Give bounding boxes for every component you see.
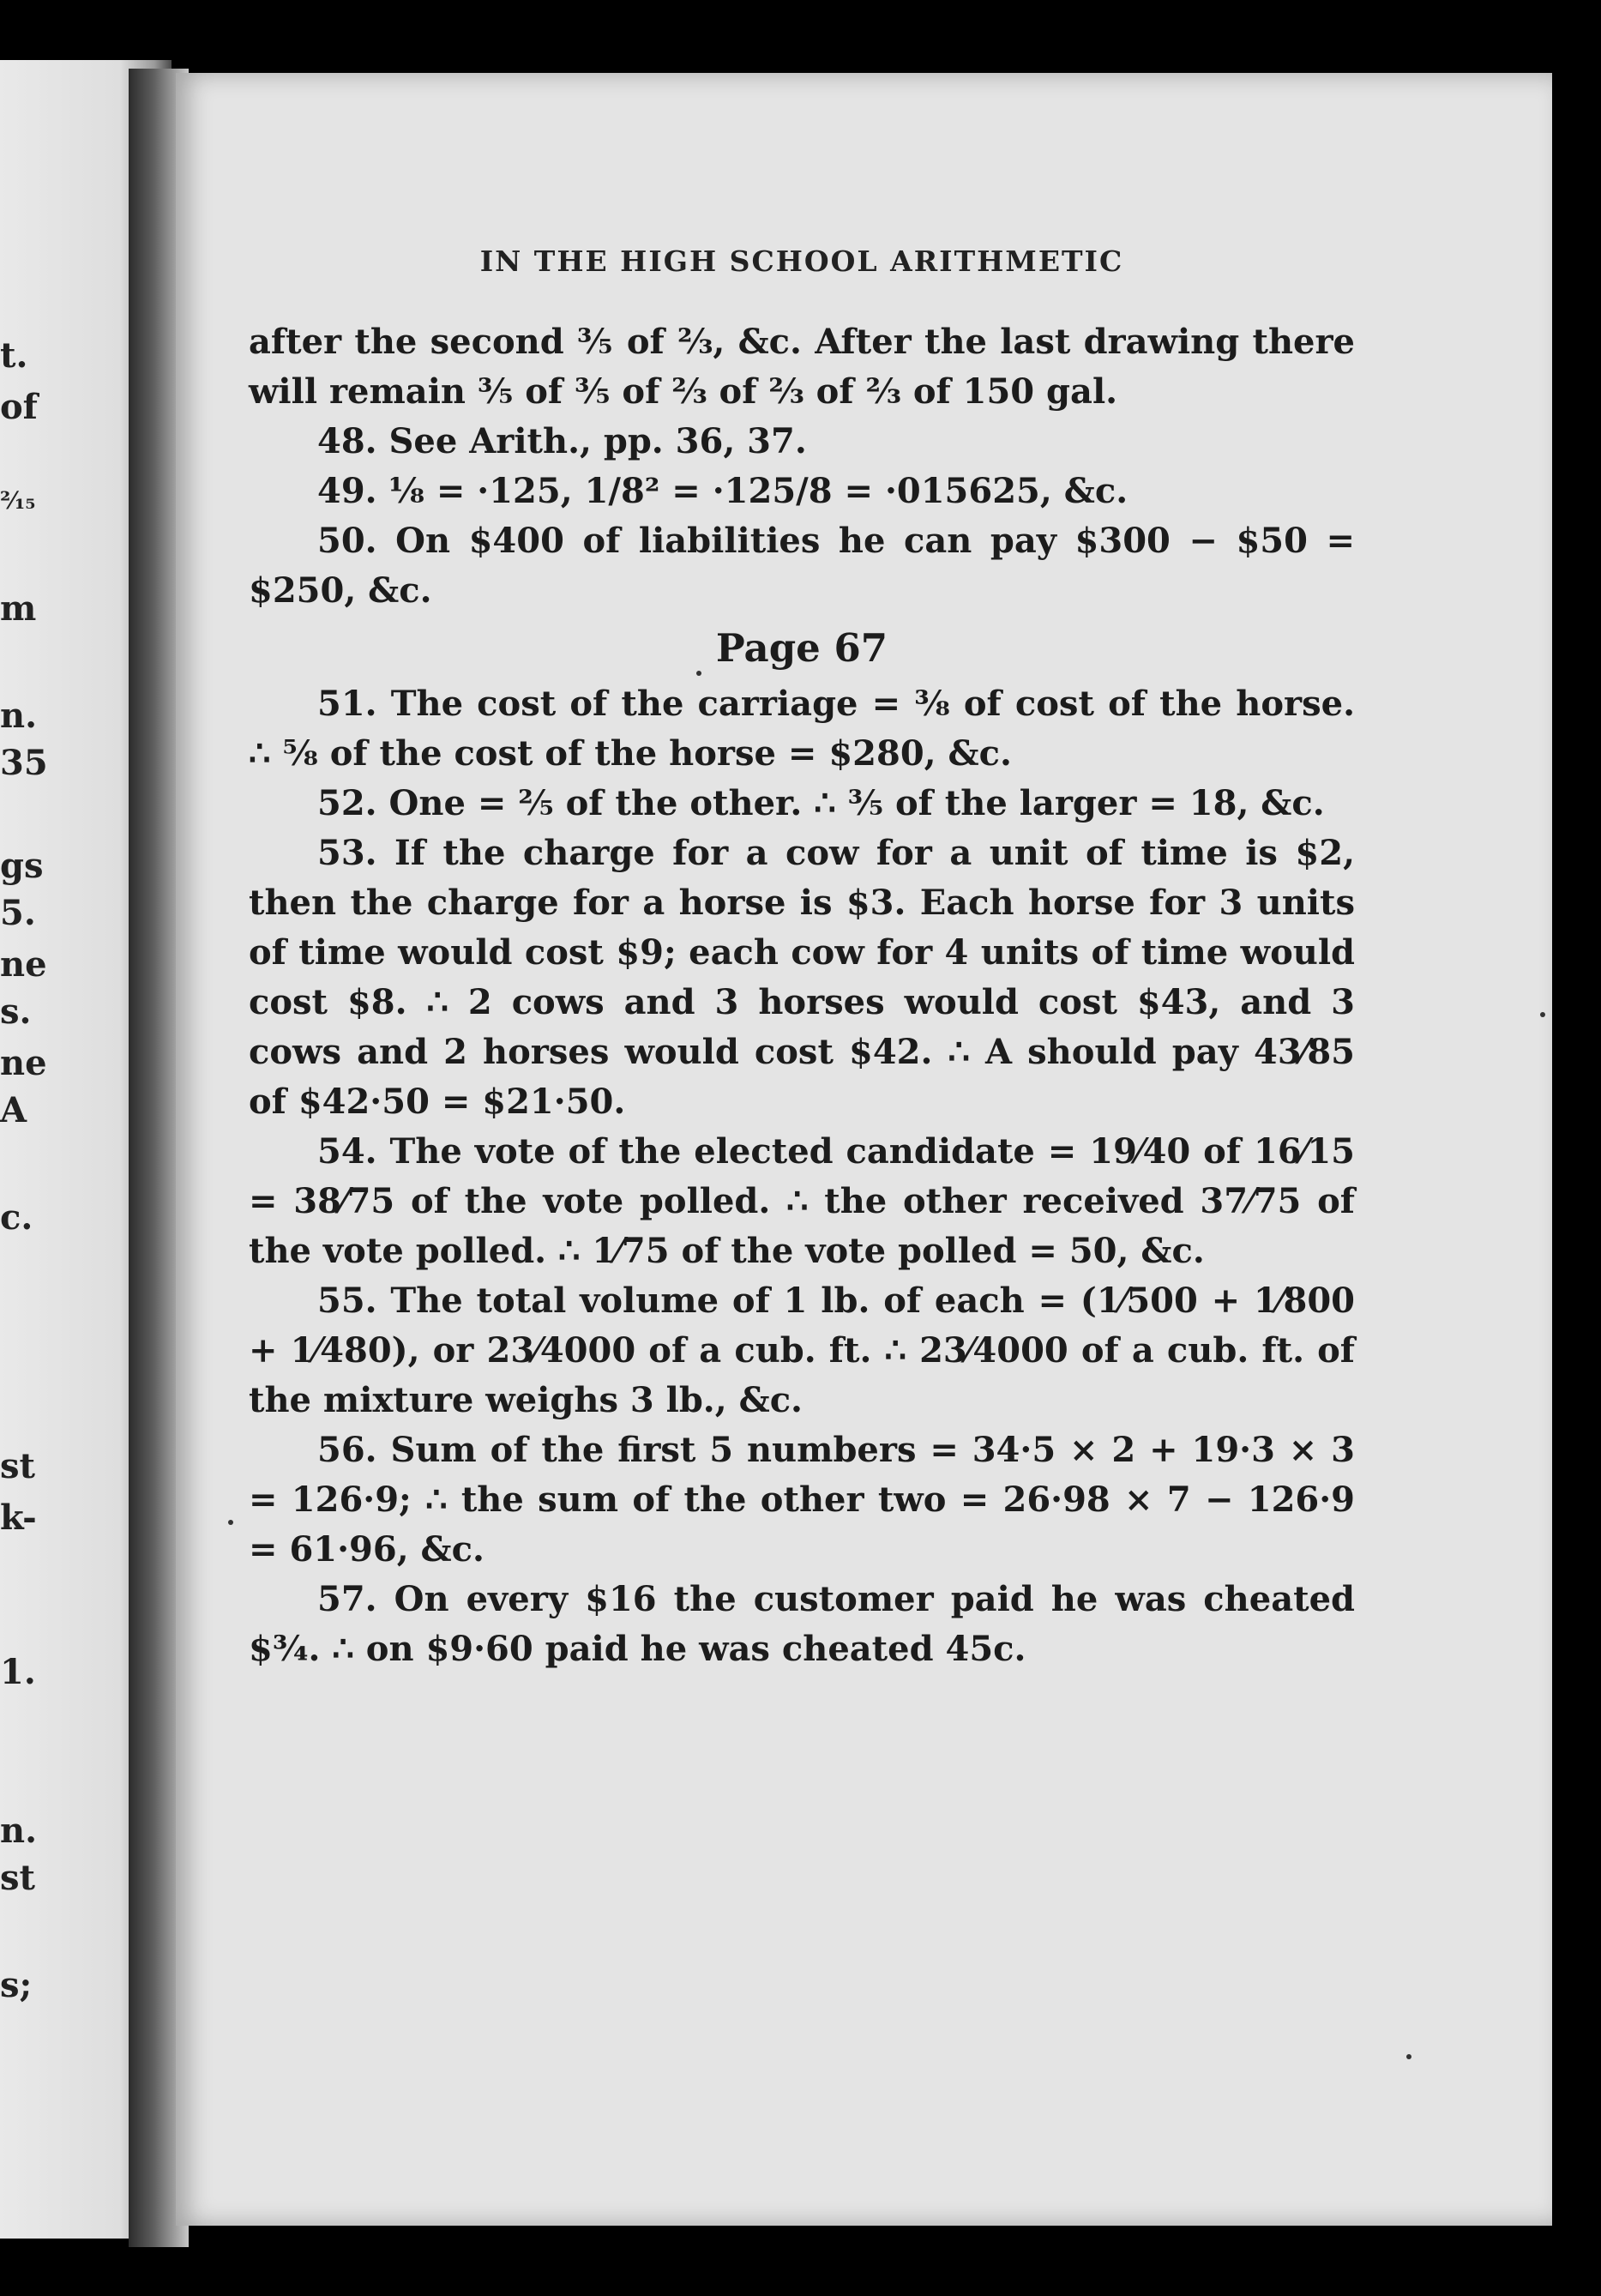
- left-fragment: gs: [0, 846, 44, 886]
- paper-speck: [696, 671, 701, 676]
- left-fragment: k-: [0, 1498, 37, 1538]
- paper-speck: [1540, 1012, 1545, 1017]
- left-fragment: ne: [0, 1043, 47, 1083]
- paragraph-item-55: 55. The total volume of 1 lb. of each = (1⁄500 + 1⁄800 + 1⁄480), or 23⁄4000 of a cub. ft. ∴ 23⁄4000 of a cub. ft. of the mixture weighs 3 lb., &c.: [249, 1281, 1355, 1420]
- left-fragment: n.: [0, 696, 38, 736]
- left-fragment: st: [0, 1858, 35, 1898]
- page-text-block: [249, 317, 1355, 1674]
- left-fragment: A: [0, 1090, 27, 1130]
- left-fragment: 5.: [0, 893, 36, 933]
- left-fragment: ²⁄₁₅: [0, 486, 36, 515]
- paragraph-item-48: 48. See Arith., pp. 36, 37.: [317, 421, 807, 461]
- running-head: IN THE HIGH SCHOOL ARITHMETIC: [479, 244, 1124, 278]
- paragraph-item-52: 52. One = ⅖ of the other. ∴ ⅗ of the larger = 18, &c.: [317, 783, 1325, 823]
- left-fragment: 35: [0, 743, 48, 783]
- paragraph-item-54: 54. The vote of the elected candidate = 19⁄40 of 16⁄15 = 38⁄75 of the vote polled. ∴ the other received 37⁄75 of the vote polled. ∴ 1⁄75 of the vote polled = 50, &c.: [249, 1131, 1355, 1271]
- paragraph-item-50: 50. On $400 of liabilities he can pay $300 − $50 = $250, &c.: [249, 521, 1355, 611]
- left-fragment: ne: [0, 944, 47, 985]
- paragraph-item-56: 56. Sum of the first 5 numbers = 34·5 × 2 + 19·3 × 3 = 126·9; ∴ the sum of the other two = 26·98 × 7 − 126·9 = 61·96, &c.: [249, 1430, 1355, 1570]
- left-fragment: of: [0, 387, 38, 427]
- left-fragment: c.: [0, 1197, 33, 1238]
- paragraph-item-51: 51. The cost of the carriage = ⅜ of cost of the horse. ∴ ⅝ of the cost of the horse = $280, &c.: [249, 684, 1355, 774]
- left-fragment: n.: [0, 1811, 38, 1851]
- paragraph-continuation: after the second ⅗ of ⅔, &c. After the last drawing there will remain ⅗ of ⅗ of ⅔ of ⅔ of ⅔ of 150 gal.: [249, 322, 1355, 412]
- left-fragment: st: [0, 1446, 35, 1486]
- paragraph-item-49: 49. ⅛ = ·125, 1/8² = ·125/8 = ·015625, &c.: [317, 471, 1129, 511]
- paragraph-item-57: 57. On every $16 the customer paid he was cheated $¾. ∴ on $9·60 paid he was cheated 45c.: [249, 1579, 1355, 1669]
- paragraph-item-53: 53. If the charge for a cow for a unit of time is $2, then the charge for a horse is $3. Each horse for 3 units of time would cost $9; each cow for 4 units of time would cost $8. ∴ 2 cows and 3 horses would cost $43, and 3 cows and 2 horses would cost $42. ∴ A should pay 43⁄85 of $42·50 = $21·50.: [249, 833, 1355, 1122]
- paper-speck: [1406, 2054, 1411, 2059]
- paper-speck: [228, 1520, 233, 1525]
- left-fragment: 1.: [0, 1652, 36, 1692]
- left-fragment: m: [0, 588, 37, 629]
- section-heading: Page 67: [715, 625, 888, 671]
- left-fragment: t.: [0, 335, 28, 376]
- left-fragment: s.: [0, 991, 32, 1032]
- left-fragment: s;: [0, 1965, 33, 2005]
